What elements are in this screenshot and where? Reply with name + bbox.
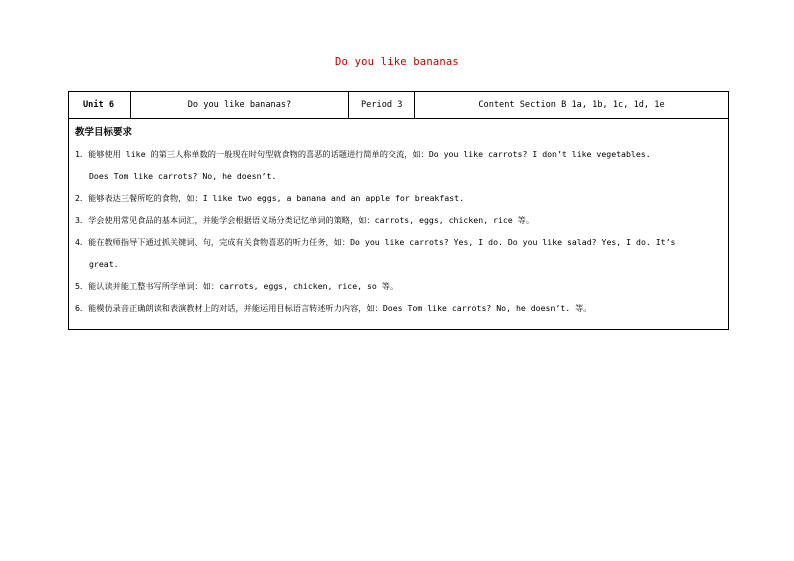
page-title: Do you like bananas <box>335 56 459 68</box>
unit-cell: Unit 6 <box>69 92 131 119</box>
goals-cell <box>69 119 729 330</box>
goal-item-3: 3．学会使用常见食品的基本词汇，并能学会根据语义场分类记忆单词的策略，如：carrots, eggs, chicken, rice 等。 <box>75 215 535 225</box>
goal-item-1: 1．能够使用 like 的第三人称单数的一般现在时句型就食物的喜恶的话题进行简单的交流，如：Do you like carrots? I don’t like vegetables. <box>75 149 651 159</box>
goal-item-4-continued: great. <box>89 259 119 269</box>
goal-item-6: 6．能模仿录音正确朗读和表演教材上的对话，并能运用目标语言转述听力内容，如：Does Tom like carrots? No, he doesn’t. 等。 <box>75 303 592 313</box>
content-cell: Content Section B 1a, 1b, 1c, 1d, 1e <box>415 92 729 119</box>
header-row <box>69 92 729 119</box>
lesson-title-cell: Do you like bananas? <box>131 92 349 119</box>
period-cell: Period 3 <box>349 92 415 119</box>
goal-item-1-continued: Does Tom like carrots? No, he doesn’t. <box>89 171 277 181</box>
goal-item-4: 4．能在教师指导下通过抓关键词、句，完成有关食物喜恶的听力任务，如：Do you like carrots? Yes, I do. Do you like salad? Yes, I do. It’s <box>75 237 676 247</box>
goal-item-5: 5．能认读并能工整书写所学单词：如：carrots, eggs, chicken, rice, so 等。 <box>75 281 399 291</box>
goals-row <box>69 119 729 330</box>
lesson-table <box>68 91 729 330</box>
goal-item-2: 2．能够表达三餐所吃的食物，如：I like two eggs, a banana and an apple for breakfast. <box>75 193 464 203</box>
goals-heading: 教学目标要求 <box>75 127 133 138</box>
